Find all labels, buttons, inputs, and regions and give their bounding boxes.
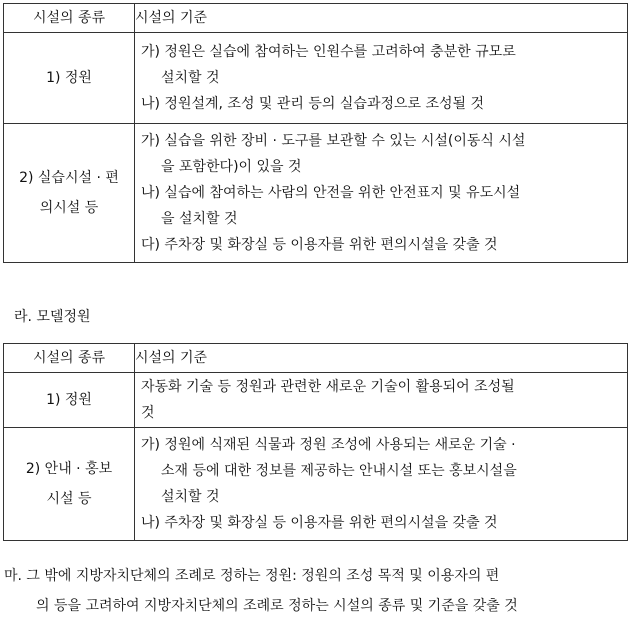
criteria-line: 가) 정원은 실습에 참여하는 인원수를 고려하여 충분한 규모로 [141, 44, 516, 60]
table-row [4, 373, 628, 428]
criteria-line: 을 설치할 것 [161, 211, 238, 227]
facility-type-label: 2) 실습시설 · 편 [19, 170, 119, 186]
section-paragraph-other-garden [4, 561, 518, 621]
criteria-line: 나) 정원설계, 조성 및 관리 등의 실습과정으로 조성될 것 [141, 96, 485, 112]
facility-type-label: 2) 안내 · 홍보 [25, 461, 113, 477]
table-header-row [4, 344, 628, 373]
criteria-line: 자동화 기술 등 정원과 관련한 새로운 기술이 활용되어 조성될 [141, 379, 515, 395]
facility-criteria-cell [135, 33, 628, 124]
facility-type-cell [4, 124, 135, 263]
facility-standards-table-model-garden [3, 343, 628, 541]
table-row [4, 428, 628, 541]
criteria-line: 소재 등에 대한 정보를 제공하는 안내시설 또는 홍보시설을 [161, 463, 517, 479]
criteria-line: 것 [141, 405, 155, 421]
criteria-line: 가) 정원에 식재된 식물과 정원 조성에 사용되는 새로운 기술 · [141, 437, 516, 453]
table-row [4, 33, 628, 124]
facility-type-cell [4, 428, 135, 541]
facility-criteria-cell [135, 124, 628, 263]
table-header-row [4, 4, 628, 33]
header-facility-type: 시설의 종류 [4, 4, 135, 33]
table-row [4, 124, 628, 263]
criteria-line: 나) 실습에 참여하는 사람의 안전을 위한 안전표지 및 유도시설 [141, 185, 521, 201]
facility-type-cell [4, 33, 135, 124]
facility-type-label: 1) 정원 [46, 70, 92, 86]
section-heading-model-garden: 라. 모델정원 [14, 309, 91, 325]
header-facility-type: 시설의 종류 [4, 344, 135, 373]
paragraph-line: 의 등을 고려하여 지방자치단체의 조례로 정하는 시설의 종류 및 기준을 갖출 것 [36, 598, 518, 614]
criteria-line: 다) 주차장 및 화장실 등 이용자를 위한 편의시설을 갖출 것 [141, 237, 498, 253]
header-facility-criteria: 시설의 기준 [135, 4, 628, 33]
criteria-line: 나) 주차장 및 화장실 등 이용자를 위한 편의시설을 갖출 것 [141, 515, 498, 531]
criteria-line: 설치할 것 [161, 489, 220, 505]
facility-criteria-cell [135, 428, 628, 541]
header-facility-criteria: 시설의 기준 [135, 344, 628, 373]
criteria-line: 가) 실습을 위한 장비 · 도구를 보관할 수 있는 시설(이동식 시설 [141, 133, 526, 149]
criteria-line: 을 포함한다)이 있을 것 [161, 159, 302, 175]
facility-type-label: 1) 정원 [46, 392, 92, 408]
criteria-line: 설치할 것 [161, 70, 220, 86]
facility-type-cell [4, 373, 135, 428]
facility-standards-table-garden [3, 3, 628, 263]
paragraph-line: 마. 그 밖에 지방자치단체의 조례로 정하는 정원: 정원의 조성 목적 및 이용자의 편 [4, 568, 500, 584]
facility-criteria-cell [135, 373, 628, 428]
facility-type-label: 의시설 등 [39, 200, 99, 216]
facility-type-label: 시설 등 [46, 491, 92, 507]
